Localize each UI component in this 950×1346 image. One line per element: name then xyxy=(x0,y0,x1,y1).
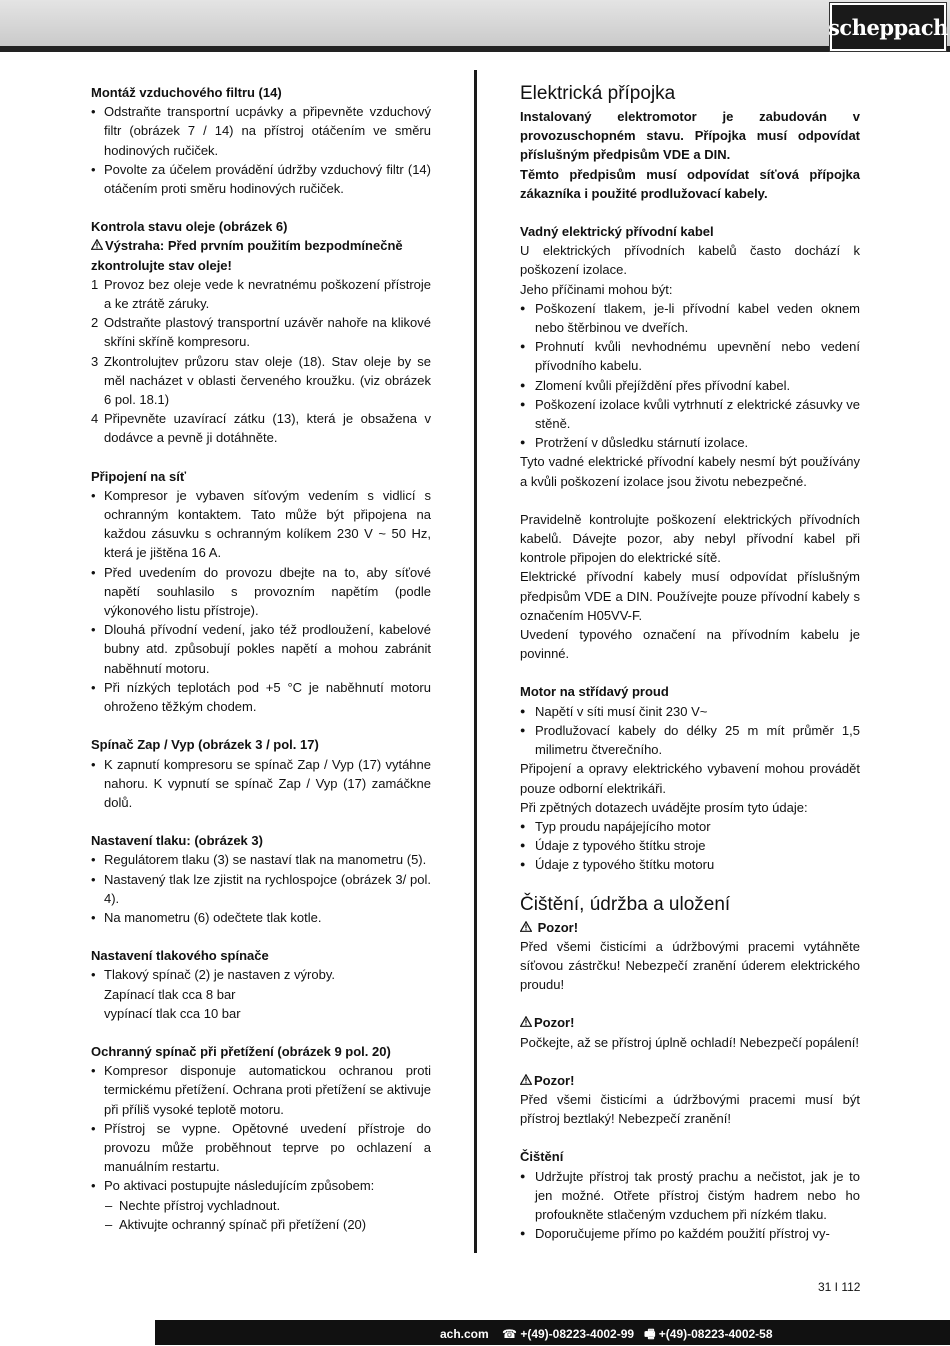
paragraph: Před všemi čisticími a údržbovými pracemi vytáhněte síťovou zástrčku! Nebezpečí zranění úderem elektrického proudu! xyxy=(520,938,860,993)
warning-triangle-icon xyxy=(520,918,534,937)
section-air-filter xyxy=(91,83,431,198)
right-column xyxy=(520,83,860,1262)
section-title: Montáž vzduchového filtru (14) xyxy=(91,85,282,100)
bullet-list xyxy=(91,486,431,716)
paragraph: Tyto vadné elektrické přívodní kabely nesmí být používány a kvůli poškození izolace jsou životu nebezpečné. xyxy=(520,454,860,489)
warning-line: Pozor! xyxy=(520,1071,860,1090)
list-item: ● Prodlužovací kabely do délky 25 m mít průměr 1,5 milimetru čtverečního. xyxy=(520,721,860,759)
list-item: • Povolte za účelem provádění údržby vzduchový filtr (14) otáčením proti směru hodinových ručiček. xyxy=(91,160,431,198)
list-item: • Tlakový spínač (2) je nastaven z výroby. Zapínací tlak cca 8 bar vypínací tlak cca 10 bar xyxy=(91,965,431,1023)
section-title: Nastavení tlaku: (obrázek 3) xyxy=(91,833,263,849)
phone-icon: ☎ xyxy=(502,1327,517,1341)
warning-triangle-icon xyxy=(520,1071,534,1090)
section-title: Ochranný spínač při přetížení (obrázek 9 pol. 20) xyxy=(91,1043,391,1059)
list-item: • Regulátorem tlaku (3) se nastaví tlak na manometru (5). xyxy=(91,850,431,869)
section-ac-motor xyxy=(520,682,860,874)
list-item: ● Doporučujeme přímo po každém použití přístroj vy- xyxy=(520,1224,860,1243)
list-item: 1 Provoz bez oleje vede k nevratnému poškození přístroje a ke ztrátě záruky. xyxy=(91,276,431,312)
list-item: • Před uvedením do provozu dbejte na to, aby síťové napětí souhlasilo s provozním napětím (podle výkonového listu přístroje). xyxy=(91,563,431,621)
footer-bar xyxy=(155,1320,950,1345)
list-item: 3 Zkontrolujtev průzoru stav oleje (18). Stav oleje by se měl nacházet v oblasti červeného kroužku. (viz obrázek 6 pol. 18.1) xyxy=(91,353,431,408)
section-heading: Čištění, údržba a uložení xyxy=(520,893,731,915)
footer-web: ach.com xyxy=(440,1327,489,1341)
bullet-list xyxy=(520,1167,860,1244)
section-title: Nastavení tlakového spínače xyxy=(91,948,269,964)
footer-phone: +(49)-08223-4002-99 xyxy=(520,1327,635,1341)
left-column xyxy=(91,83,431,1253)
section-pressure-switch xyxy=(91,946,431,1023)
list-item: • Kompresor je vybaven síťovým vedením s vidlicí s ochranným kontaktem. Tato může být připojena na každou zásuvku s ochranným kolíkem 230 V ~ 50 Hz, která je jištěna 16 A. xyxy=(91,486,431,563)
warning-text: Výstraha: Před prvním použitím bezpodmínečně zkontrolujte stav oleje! xyxy=(91,238,403,273)
footer-contact xyxy=(440,1325,773,1346)
list-item: ● Zlomení kvůli přejíždění přes přívodní kabel. xyxy=(520,376,860,395)
header-rule xyxy=(0,46,950,52)
section-overload-switch xyxy=(91,1042,431,1234)
section-cleaning xyxy=(520,894,860,1244)
bullet-list xyxy=(91,1061,431,1234)
list-item: • K zapnutí kompresoru se spínač Zap / Vyp (17) vytáhne nahoru. K vypnutí se spínač Zap / Vyp (17) zamáčkne dolů. xyxy=(91,755,431,813)
list-item: • Kompresor disponuje automatickou ochranou proti termickému přetížení. Ochrana proti přetížení se aktivuje při příliš vysoké teplotě motoru. xyxy=(91,1061,431,1119)
section-on-off-switch xyxy=(91,735,431,812)
section-electrical xyxy=(520,83,860,203)
list-item: ● Poškození izolace kvůli vytrhnutí z elektrické zásuvky ve stěně. xyxy=(520,395,860,433)
list-item: 4 Připevněte uzavírací zátku (13), která je obsažena v dodávce a pevně ji dotáhněte. xyxy=(91,411,431,446)
numbered-list xyxy=(91,275,431,448)
list-item: 2 Odstraňte plastový transportní uzávěr nahoře na klikové skříni skříně kompresoru. xyxy=(91,315,431,350)
list-item: ● Údaje z typového štítku motoru xyxy=(520,855,860,874)
warning-line: Pozor! xyxy=(520,1013,860,1032)
brand-logo xyxy=(830,3,946,51)
section-pressure-setting xyxy=(91,831,431,927)
section-title: Kontrola stavu oleje (obrázek 6) xyxy=(91,219,288,235)
paragraph: Před všemi čisticími a údržbovými pracemi musí být přístroj beztlaký! Nebezpečí zranění! xyxy=(520,1091,860,1127)
paragraph: Připojení a opravy elektrického vybavení mohou provádět pouze odborní elektrikáři. xyxy=(520,761,860,796)
list-item: • Po aktivaci postupujte následujícím způsobem: xyxy=(91,1176,431,1195)
list-item: • Nastavený tlak lze zjistit na rychlospojce (obrázek 3/ pol. 4). xyxy=(91,870,431,908)
bullet-list xyxy=(520,702,860,760)
list-item: • Na manometru (6) odečtete tlak kotle. xyxy=(91,908,431,927)
paragraph: Uvedení typového označení na přívodním kabelu je povinné. xyxy=(520,627,860,662)
fax-icon: 🖷 xyxy=(644,1327,656,1341)
list-item: • Přístroj se vypne. Opětovné uvedení přístroje do provozu může proběhnout teprve po ochlazení a manuálním restartu. xyxy=(91,1119,431,1177)
bullet-list xyxy=(91,755,431,813)
section-title: Připojení na síť xyxy=(91,468,187,484)
warning-line: Pozor! xyxy=(520,918,860,937)
list-item: • Dlouhá přívodní vedení, jako též prodloužení, kabelové bubny atd. způsobují pokles napětí a mohou zabránit naběhnutí motoru. xyxy=(91,620,431,678)
list-item: • Odstraňte transportní ucpávky a připevněte vzduchový filtr (obrázek 7 / 14) na přístroj otáčením ve směru hodinových ručiček. xyxy=(91,102,431,160)
list-item: ● Napětí v síti musí činit 230 V~ xyxy=(520,702,860,721)
list-item: ● Poškození tlakem, je-li přívodní kabel veden oknem nebo štěrbinou ve dveřích. xyxy=(520,299,860,337)
section-heading: Elektrická přípojka xyxy=(520,83,676,104)
bold-paragraph: Instalovaný elektromotor je zabudován v provozuschopném stavu. Přípojka musí odpovídat příslušným předpisům VDE a DIN. xyxy=(520,109,860,163)
list-item: ● Udržujte přístroj tak prostý prachu a nečistot, jak je to jen možné. Otřete přístroj čistým hadrem nebo ho profoukněte stlačeným vzduchem při nízkém tlaku. xyxy=(520,1167,860,1225)
section-oil-check xyxy=(91,217,431,447)
section-title: Vadný elektrický přívodní kabel xyxy=(520,224,714,240)
list-item: ● Typ proudu napájejícího motor xyxy=(520,817,860,836)
page-number: 31 I 112 xyxy=(818,1280,861,1294)
section-mains-connection xyxy=(91,467,431,717)
bullet-list xyxy=(91,102,431,198)
paragraph: Při zpětných dotazech uvádějte prosím tyto údaje: xyxy=(520,799,808,815)
list-item: ● Protržení v důsledku stárnutí izolace. xyxy=(520,433,860,452)
bullet-list xyxy=(91,850,431,927)
bullet-list xyxy=(91,965,431,1023)
paragraph: Počkejte, až se přístroj úplně ochladí! Nebezpečí popálení! xyxy=(520,1034,859,1050)
paragraph: Elektrické přívodní kabely musí odpovídat příslušným předpisům VDE a DIN. Používejte pouze přívodní kabely s označením H05VV-F. xyxy=(520,569,860,623)
section-defective-cable xyxy=(520,222,860,491)
paragraph: U elektrických přívodních kabelů často dochází k poškození izolace. xyxy=(520,243,860,278)
warning-triangle-icon xyxy=(91,236,105,255)
bullet-list xyxy=(520,299,860,453)
paragraph: Jeho příčinami mohou být: xyxy=(520,281,673,297)
dash-item: – Nechte přístroj vychladnout. xyxy=(91,1196,431,1215)
warning-line xyxy=(91,236,431,274)
bold-paragraph: Těmto předpisům musí odpovídat síťová přípojka zákazníka i použité prodlužovací kabely. xyxy=(520,166,860,201)
warning-triangle-icon xyxy=(520,1013,534,1032)
dash-item: – Aktivujte ochranný spínač při přetížení (20) xyxy=(91,1215,431,1234)
footer-fax: +(49)-08223-4002-58 xyxy=(658,1327,773,1341)
section-cable-check xyxy=(520,510,860,664)
section-title: Čištění xyxy=(520,1149,564,1165)
column-divider xyxy=(474,70,477,1253)
list-item: • Při nízkých teplotách pod +5 °C je naběhnutí motoru ohroženo těžkým chodem. xyxy=(91,678,431,716)
list-item: ● Prohnutí kvůli nevhodnému upevnění nebo vedení přívodního kabelu. xyxy=(520,337,860,375)
bullet-list xyxy=(520,817,860,875)
brand-logo-text: scheppach xyxy=(828,14,948,40)
list-item: ● Údaje z typového štítku stroje xyxy=(520,836,860,855)
paragraph: Pravidelně kontrolujte poškození elektrických přívodních kabelů. Dávejte pozor, aby nebyl přívodní kabel při kontrole připojen do elektrické sítě. xyxy=(520,511,860,566)
header-band xyxy=(0,0,950,48)
section-title: Motor na střídavý proud xyxy=(520,684,669,700)
section-title: Spínač Zap / Vyp (obrázek 3 / pol. 17) xyxy=(91,737,319,753)
